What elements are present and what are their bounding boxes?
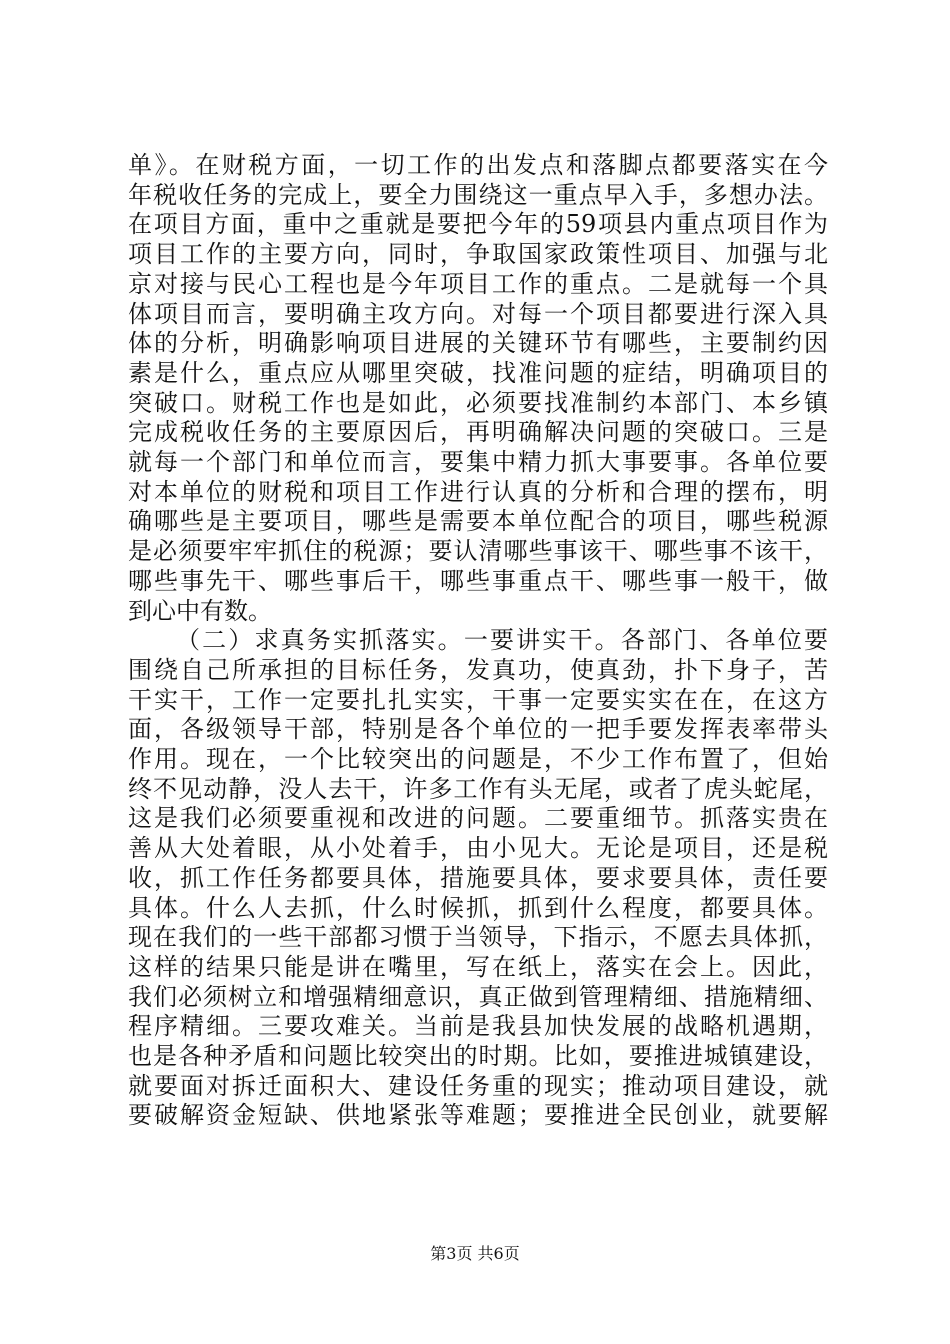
text-line: 到心中有数。 xyxy=(128,596,272,625)
text-line: 年税收任务的完成上，要全力围绕这一重点早入手，多想办法。 xyxy=(128,180,828,209)
text-line: 也是各种矛盾和问题比较突出的时期。比如，要推进城镇建设， xyxy=(128,1042,828,1070)
text-line: 就要面对拆迁面积大、建设任务重的现实；推动项目建设，就 xyxy=(128,1071,828,1100)
text-line: 这样的结果只能是讲在嘴里，写在纸上，落实在会上。因此， xyxy=(128,952,828,981)
text-line: 体项目而言，要明确主攻方向。对每一个项目都要进行深入具 xyxy=(128,299,828,328)
text-line: 项目工作的主要方向，同时，争取国家政策性项目、加强与北 xyxy=(128,240,828,269)
text-line: 干实干，工作一定要扎扎实实，干事一定要实实在在，在这方 xyxy=(128,685,828,714)
text-line: 面，各级领导干部，特别是各个单位的一把手要发挥表率带头 xyxy=(128,715,828,744)
text-line: 完成税收任务的主要原因后，再明确解决问题的突破口。三是 xyxy=(128,418,828,447)
text-line: 围绕自己所承担的目标任务，发真功，使真劲，扑下身子，苦 xyxy=(128,655,828,684)
text-line: （二）求真务实抓落实。一要讲实干。各部门、各单位要 xyxy=(176,626,828,655)
text-line: 是必须要牢牢抓住的税源；要认清哪些事该干、哪些事不该干， xyxy=(128,537,828,566)
text-line: 体的分析，明确影响项目进展的关键环节有哪些，主要制约因 xyxy=(128,329,828,358)
text-line: 善从大处着眼，从小处着手，由小见大。无论是项目，还是税 xyxy=(128,834,828,863)
text-line: 突破口。财税工作也是如此，必须要找准制约本部门、本乡镇 xyxy=(128,388,828,417)
text-line: 收，抓工作任务都要具体，措施要具体，要求要具体，责任要 xyxy=(128,863,828,892)
text-line: 具体。什么人去抓，什么时候抓，抓到什么程度，都要具体。 xyxy=(128,893,828,922)
text-line: 我们必须树立和增强精细意识，真正做到管理精细、措施精细、 xyxy=(128,982,828,1011)
page-footer: 第3页 共6页 xyxy=(430,1244,520,1263)
text-line: 确哪些是主要项目，哪些是需要本单位配合的项目，哪些税源 xyxy=(128,507,828,536)
text-line: 哪些事先干、哪些事后干，哪些事重点干、哪些事一般干，做 xyxy=(128,566,828,595)
text-line: 程序精细。三要攻难关。当前是我县加快发展的战略机遇期， xyxy=(128,1012,828,1041)
text-line: 京对接与民心工程也是今年项目工作的重点。二是就每一个具 xyxy=(128,269,828,298)
text-line: 终不见动静，没人去干，许多工作有头无尾，或者了虎头蛇尾， xyxy=(128,774,828,803)
text-line: 在项目方面，重中之重就是要把今年的59项县内重点项目作为 xyxy=(128,210,828,239)
text-line: 这是我们必须要重视和改进的问题。二要重细节。抓落实贵在 xyxy=(128,804,828,833)
text-line: 要破解资金短缺、供地紧张等难题；要推进全民创业，就要解 xyxy=(128,1101,828,1130)
text-line: 作用。现在，一个比较突出的问题是，不少工作布置了，但始 xyxy=(128,745,828,773)
text-line: 就每一个部门和单位而言，要集中精力抓大事要事。各单位要 xyxy=(128,448,828,476)
text-line: 现在我们的一些干部都习惯于当领导，下指示，不愿去具体抓， xyxy=(128,923,828,952)
text-line: 素是什么，重点应从哪里突破，找准问题的症结，明确项目的 xyxy=(128,358,828,387)
text-line: 对本单位的财税和项目工作进行认真的分析和合理的摆布，明 xyxy=(128,477,828,506)
text-line: 单》。在财税方面，一切工作的出发点和落脚点都要落实在今 xyxy=(128,151,828,179)
